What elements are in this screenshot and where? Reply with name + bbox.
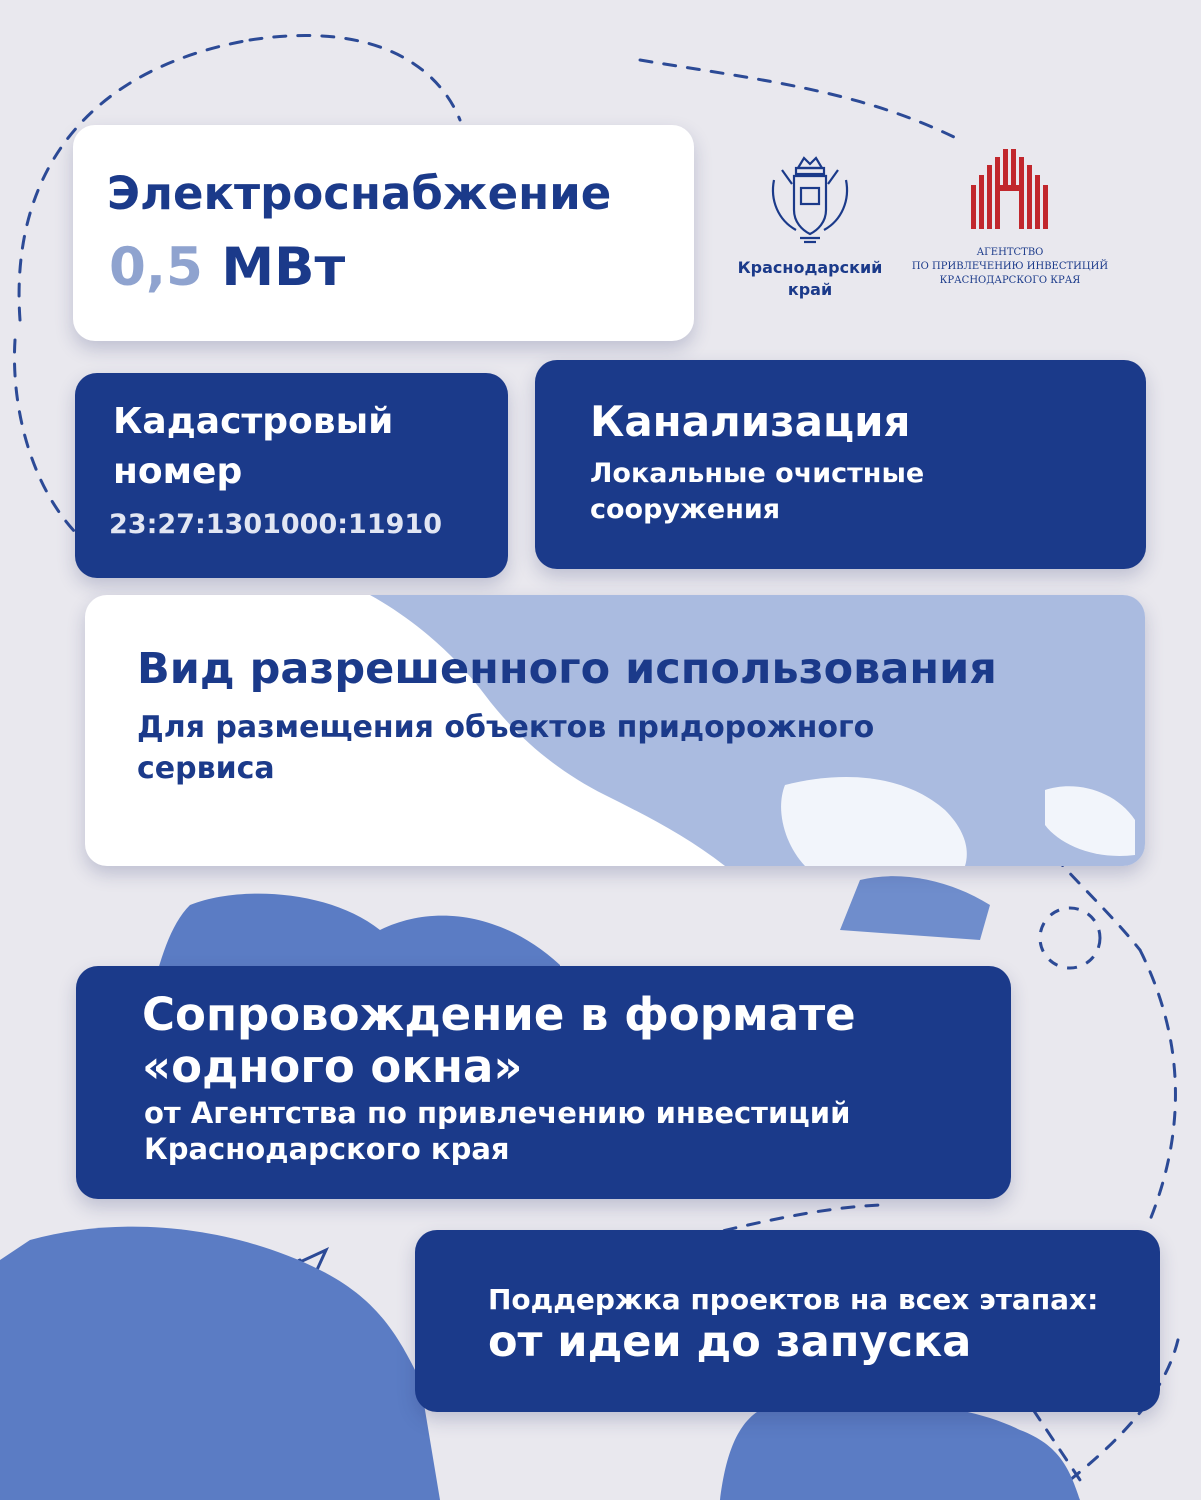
support-sub-line2: Краснодарского края — [144, 1132, 510, 1166]
permitted-use-card — [85, 595, 1145, 866]
sewerage-title: Канализация — [590, 397, 911, 446]
sewerage-line2: сооружения — [590, 494, 781, 525]
region-name-line2: край — [787, 280, 833, 299]
agency-name-line3: КРАСНОДАРСКОГО КРАЯ — [939, 275, 1081, 286]
power-supply-value: 0,5 МВт — [109, 237, 346, 298]
agency-name-line1: АГЕНТСТВО — [976, 247, 1044, 258]
power-supply-card — [73, 125, 694, 341]
sewerage-card — [535, 360, 1146, 569]
permitted-use-line1: Для размещения объектов придорожного — [137, 710, 875, 745]
project-stages-card — [415, 1230, 1160, 1412]
cadastral-title-line1: Кадастровый — [113, 401, 394, 442]
support-title-line2: «одного окна» — [142, 1040, 523, 1093]
investment-agency-logo — [895, 145, 1125, 295]
support-sub-line1: от Агентства по привлечению инвестиций — [144, 1096, 851, 1130]
krasnodar-region-logo — [720, 150, 900, 310]
permitted-use-title: Вид разрешенного использования — [137, 644, 997, 694]
agency-name-line2: ПО ПРИВЛЕЧЕНИЮ ИНВЕСТИЦИЙ — [911, 261, 1109, 272]
region-name-line1: Краснодарский — [737, 258, 883, 277]
cadastral-number-value: 23:27:1301000:11910 — [109, 509, 442, 540]
power-supply-title: Электроснабжение — [107, 167, 612, 220]
permitted-use-line2: сервиса — [137, 751, 275, 786]
one-window-support-card — [76, 966, 1011, 1199]
sewerage-line1: Локальные очистные — [590, 458, 925, 489]
stages-line1: Поддержка проектов на всех этапах: — [488, 1283, 1099, 1316]
cadastral-number-card — [75, 373, 508, 578]
cadastral-title-line2: номер — [113, 451, 243, 492]
krasnodar-coat-of-arms-icon — [760, 150, 860, 250]
support-title-line1: Сопровождение в формате — [142, 988, 856, 1041]
stages-line2: от идеи до запуска — [488, 1317, 972, 1367]
agency-red-emblem-icon — [965, 145, 1055, 235]
